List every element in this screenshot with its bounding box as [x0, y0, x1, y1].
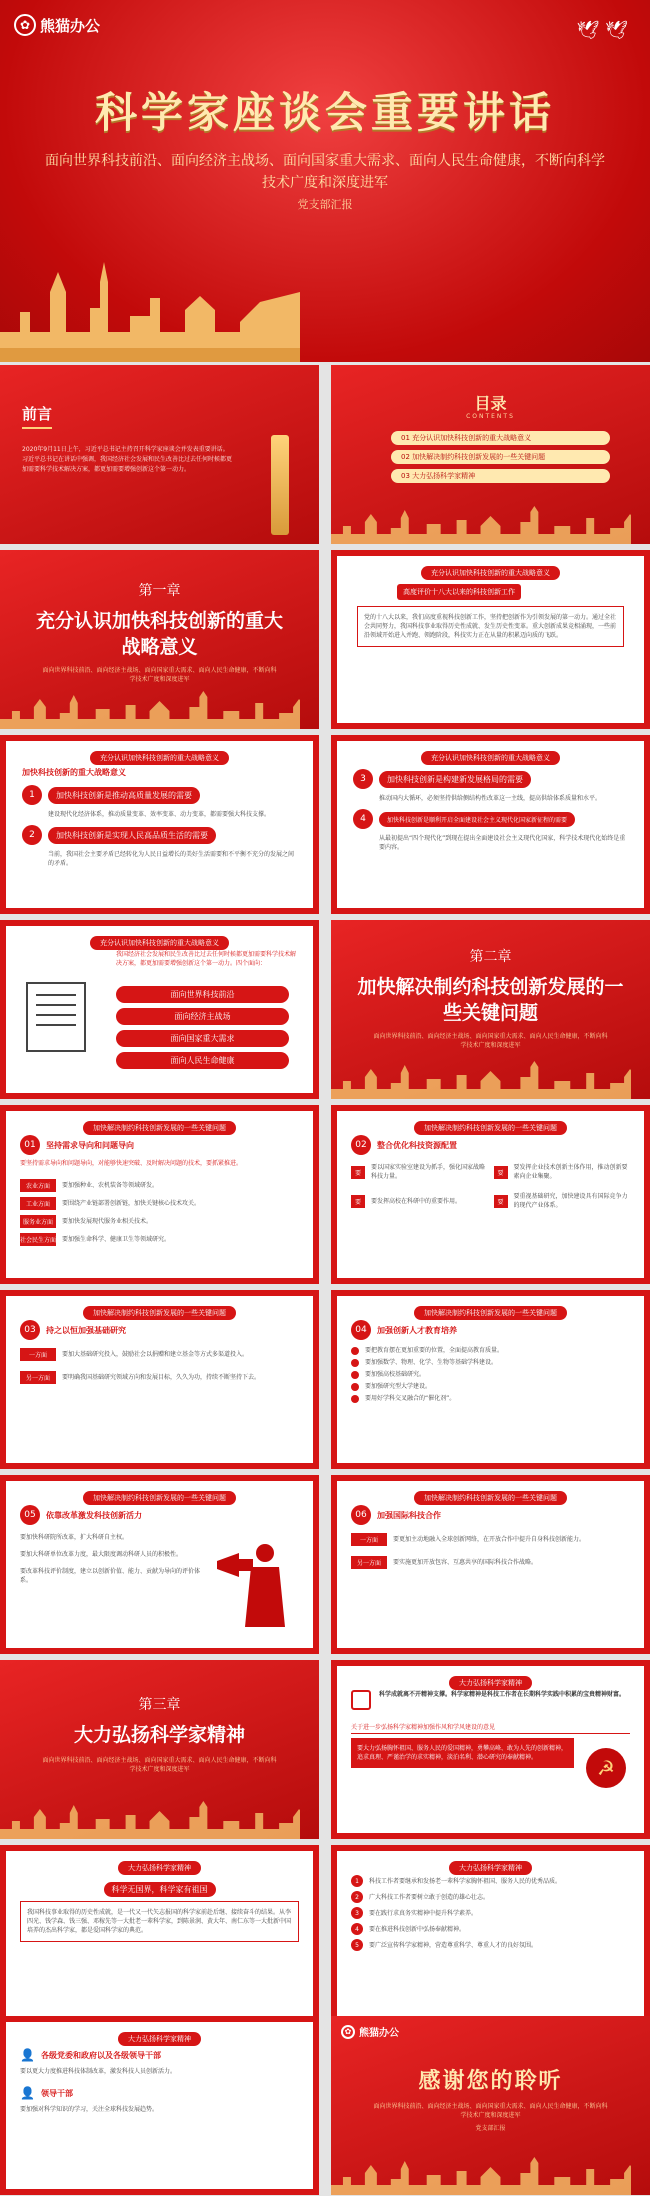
category-tag: 另一方面	[20, 1371, 56, 1384]
body-text: 党的十八大以来，我们高度重视科技创新工作，坚持把创新作为引领发展的第一动力。通过全社会共同努力，我国科技事业取得历史性成就、发生历史性变革。重大创新成果竞相涌现，一些前沿领域开始进入并跑、领跑阶段，科技实力正在从量的积累迈向质的飞跃。	[357, 606, 624, 647]
grid-text: 要发挥企业技术创新主体作用，推动创新要素向企业集聚。	[513, 1164, 628, 1180]
section-header: 加快科技创新的重大战略意义	[22, 768, 126, 777]
category-text: 要明确我国基础研究领域方向和发展目标，久久为功，持续不断坚持下去。	[62, 1374, 261, 1381]
contents-item[interactable]: 01 充分认识加快科技创新的重大战略意义	[391, 431, 610, 445]
category-tag: 服务业方面	[20, 1215, 56, 1228]
slide-strategic-significance	[0, 735, 319, 914]
number-badge: 1	[22, 785, 42, 805]
section-pill: 加快解决制约科技创新发展的一些关键问题	[83, 1121, 236, 1135]
preface-slide	[0, 365, 319, 544]
logo-text: 熊猫办公	[40, 16, 101, 35]
section-pill: 充分认识加快科技创新的重大战略意义	[421, 751, 560, 765]
category-tag: 工业方面	[20, 1197, 56, 1210]
slide-new-pattern	[331, 735, 650, 914]
bullet-icon: 要	[494, 1195, 508, 1208]
number-badge: 3	[353, 769, 373, 789]
slide-leaders	[0, 2016, 319, 2195]
section-pill: 充分认识加快科技创新的重大战略意义	[90, 936, 229, 950]
cover-slide	[0, 0, 650, 362]
city-skyline	[0, 252, 300, 362]
section-header: 整合优化科技资源配置	[377, 1140, 457, 1150]
bullet-icon: 要	[351, 1166, 365, 1179]
point-text: 当前，我国社会主要矛盾已经转化为人民日益增长的美好生活需要和不平衡不充分的发展之间的矛盾。	[48, 851, 295, 867]
section-pill: 加快解决制约科技创新发展的一些关键问题	[414, 1306, 567, 1320]
city-skyline	[331, 504, 631, 544]
thanks-org: 党支部汇报	[475, 2125, 506, 2132]
contents-title: 目录	[474, 394, 507, 413]
chapter-number: 第一章	[138, 583, 181, 599]
bullet-icon	[351, 1395, 359, 1403]
slide-resource-allocation	[331, 1105, 650, 1284]
category-tag: 一方面	[351, 1533, 387, 1546]
section-pill: 加快解决制约科技创新发展的一些关键问题	[83, 1306, 236, 1320]
number-badge: 4	[353, 809, 373, 829]
category-tag: 农业方面	[20, 1179, 56, 1192]
party-emblem-icon: ☭	[586, 1748, 626, 1788]
chapter2-slide	[331, 920, 650, 1099]
bullet-icon	[351, 1347, 359, 1355]
bullet-icon	[351, 1359, 359, 1367]
pillar-icon	[271, 435, 289, 535]
point-title: 加快科技创新是顺利开启全面建设社会主义现代化国家新征程的需要	[379, 812, 575, 827]
point-text: 推动国内大循环，必须坚持供给侧结构性改革这一主线，提高供给体系质量和水平。	[379, 795, 602, 802]
category-text: 要实施更加开放包容、互惠共享的国际科技合作战略。	[393, 1559, 538, 1566]
slide-scientist-spirit	[331, 1660, 650, 1839]
number-badge: 4	[351, 1923, 363, 1935]
chapter-subtitle: 面向世界科技前沿、面向经济主战场、面向国家重大需求、面向人民生命健康，不断向科学技术广度和深度进军	[373, 1033, 608, 1049]
number-badge: 3	[351, 1907, 363, 1919]
number-badge: 2	[22, 825, 42, 845]
section-label: 高度评价十八大以来的科技创新工作	[397, 584, 521, 600]
category-tag: 另一方面	[351, 1556, 387, 1569]
point-title: 加快科技创新是构建新发展格局的需要	[379, 771, 531, 788]
list-item: 要加强研究型大学建设。	[365, 1383, 432, 1390]
facing-item: 面向世界科技前沿	[116, 986, 289, 1003]
chapter-subtitle: 面向世界科技前沿、面向经济主战场、面向国家重大需求、面向人民生命健康，不断向科学技术广度和深度进军	[42, 1757, 277, 1773]
section-pill: 大力弘扬科学家精神	[449, 1861, 532, 1875]
body-text: 要大力弘扬胸怀祖国、服务人民的爱国精神，勇攀高峰、敢为人先的创新精神，追求真理、严谨治学的求实精神，淡泊名利、潜心研究的奉献精神。	[351, 1738, 574, 1768]
logo	[341, 2024, 399, 2039]
list-item: 要用好学科交叉融合的“催化剂”。	[365, 1395, 456, 1402]
number-badge: 04	[351, 1320, 371, 1340]
number-badge: 06	[351, 1505, 371, 1525]
cover-subtitle: 面向世界科技前沿、面向经济主战场、面向国家重大需求、面向人民生命健康，不断向科学技术广度和深度进军	[45, 153, 605, 191]
section-pill: 大力弘扬科学家精神	[118, 2032, 201, 2046]
city-skyline	[0, 1799, 300, 1839]
facing-item: 面向人民生命健康	[116, 1052, 289, 1069]
contents-eng: CONTENTS	[466, 413, 515, 420]
category-text: 要加快发展现代服务业相关技术。	[62, 1218, 153, 1225]
section-pill: 大力弘扬科学家精神	[449, 1676, 532, 1690]
dove-icon: 🕊 🕊	[576, 20, 628, 41]
number-badge: 02	[351, 1135, 371, 1155]
intro-text: 我国经济社会发展和民生改善比过去任何时候都更加需要科学技术解决方案，都更加需要增强创新这个第一动力。四个面向：	[116, 951, 297, 967]
slide-basic-research	[0, 1290, 319, 1469]
section-header: 领导干部	[40, 2088, 73, 2098]
cover-title: 科学家座谈会重要讲话	[94, 88, 555, 137]
list-item: 广大科技工作者要树立敢于创造的雄心壮志。	[369, 1893, 490, 1901]
chapter-subtitle: 面向世界科技前沿、面向经济主战场、面向国家重大需求、面向人民生命健康，不断向科学技术广度和深度进军	[42, 667, 277, 683]
grid-text: 要发挥高校在科研中的重要作用。	[371, 1197, 462, 1205]
number-badge: 03	[20, 1320, 40, 1340]
section-header: 持之以恒加强基础研究	[46, 1325, 126, 1335]
category-text: 要加大基础研究投入，鼓励社会以捐赠和建立基金等方式多渠道投入。	[62, 1351, 249, 1358]
list-item: 要加快科研院所改革，扩大科研自主权。	[20, 1534, 129, 1541]
list-item: 要把教育摆在更加重要的位置，全面提高教育质量。	[365, 1347, 504, 1354]
intro-text: 要坚持需求导向和问题导向，对能够快速突破、及时解决问题的技术，要抓紧推进。	[20, 1160, 243, 1167]
section-pill: 加快解决制约科技创新发展的一些关键问题	[414, 1491, 567, 1505]
grid-text: 要以国家实验室建设为抓手，强化国家战略科技力量。	[371, 1164, 486, 1180]
point-title: 加快科技创新是实现人民高品质生活的需要	[48, 827, 216, 844]
facing-item: 面向经济主战场	[116, 1008, 289, 1025]
body-text: 要以更大力度推进科技体制改革，激发科技人员创新活力。	[20, 2068, 177, 2075]
slide-tech-achievements	[331, 550, 650, 729]
category-text: 要加强种业、农机装备等领域研发。	[62, 1182, 159, 1189]
cover-org: 党支部汇报	[297, 198, 353, 211]
category-tag: 社会民生方面	[20, 1233, 56, 1246]
bullet-icon: 要	[494, 1166, 508, 1179]
chapter-title: 充分认识加快科技创新的重大战略意义	[35, 610, 283, 658]
number-badge: 05	[20, 1505, 40, 1525]
logo	[14, 14, 100, 36]
section-header: 加强国际科技合作	[377, 1510, 441, 1520]
body-text: 我国科技事业取得的历史性成就，是一代又一代矢志报国的科学家前赴后继、接续奋斗的结果。从李四光、钱学森、钱三强、邓稼先等一大批老一辈科学家，到陈景润、黄大年、南仁东等一大批新中国培养的杰出科学家，都是爱国科学家的典范。	[20, 1901, 299, 1942]
city-skyline	[331, 1059, 631, 1099]
contents-item[interactable]: 03 大力弘扬科学家精神	[391, 469, 610, 483]
section-pill: 加快解决制约科技创新发展的一些关键问题	[83, 1491, 236, 1505]
list-item: 要在践行求真务实精神中提升科学素养。	[369, 1909, 478, 1917]
city-skyline	[331, 2155, 631, 2195]
category-text: 要围绕产业链部署创新链，加快关键核心技术攻关。	[62, 1200, 201, 1207]
logo-text: 熊猫办公	[359, 2028, 399, 2039]
number-badge: 01	[20, 1135, 40, 1155]
contents-slide	[331, 365, 650, 544]
category-tag: 一方面	[20, 1348, 56, 1361]
contents-item[interactable]: 02 加快解决制约科技创新发展的一些关键问题	[391, 450, 610, 464]
bullet-icon: 要	[351, 1195, 365, 1208]
intro-text: 科学成就离不开精神支撑。科学家精神是科技工作者在长期科学实践中积累的宝贵精神财富。	[379, 1691, 626, 1698]
bullet-icon	[351, 1383, 359, 1391]
body-text: 要加强对科学知识的学习，关注全球科技发展趋势。	[20, 2106, 159, 2113]
list-item: 要改革科技评价制度，建立以创新价值、能力、贡献为导向的评价体系。	[20, 1568, 201, 1584]
section-header: 科学无国界，科学家有祖国	[104, 1882, 216, 1897]
chapter-number: 第二章	[469, 949, 512, 965]
slide-patriotism	[0, 1845, 319, 2024]
preface-text: 2020年9月11日上午，习近平总书记主持召开科学家座谈会并发表重要讲话。习近平总书记在讲话中强调，我国经济社会发展和民生改善比过去任何时候都更加需要科学技术解决方案，都更加需要增强创新这个第一动力。	[22, 446, 233, 473]
section-header: 坚持需求导向和问题导向	[46, 1140, 134, 1150]
facing-item: 面向国家重大需求	[116, 1030, 289, 1047]
list-item: 要在推进科技创新中弘扬奉献精神。	[369, 1925, 466, 1933]
document-icon	[26, 982, 86, 1052]
chapter3-slide	[0, 1660, 319, 1839]
list-item: 科技工作者要继承和发扬老一辈科学家胸怀祖国、服务人民的优秀品质。	[369, 1877, 562, 1885]
section-pill: 加快解决制约科技创新发展的一些关键问题	[414, 1121, 567, 1135]
slide-four-facing	[0, 920, 319, 1099]
city-skyline	[0, 689, 300, 729]
number-badge: 5	[351, 1939, 363, 1951]
list-item: 要加强高校基础研究。	[365, 1371, 426, 1378]
point-title: 加快科技创新是推动高质量发展的需要	[48, 787, 200, 804]
panda-icon: ✿	[14, 14, 36, 36]
list-item: 要加强数学、物理、化学、生物等基础学科建设。	[365, 1359, 498, 1366]
preface-title: 前言	[22, 405, 53, 423]
section-header: 各级党委和政府以及各级领导干部	[40, 2050, 161, 2060]
section-pill: 充分认识加快科技创新的重大战略意义	[421, 566, 560, 580]
section-pill: 大力弘扬科学家精神	[118, 1861, 201, 1875]
number-badge: 1	[351, 1875, 363, 1887]
thanks-title: 感谢您的聆听	[418, 2069, 563, 2094]
person-icon: 👤	[20, 2086, 35, 2100]
chapter-title: 加快解决制约科技创新发展的一些关键问题	[357, 976, 624, 1024]
section-label: 关于进一步弘扬科学家精神加强作风和学风建设的意见	[351, 1722, 630, 1734]
slide-demand-oriented	[0, 1105, 319, 1284]
thanks-slide	[331, 2016, 650, 2195]
number-badge: 2	[351, 1891, 363, 1903]
chapter-title: 大力弘扬科学家精神	[73, 1724, 245, 1746]
section-header: 加强创新人才教育培养	[377, 1325, 457, 1335]
list-item: 要加大科研单位改革力度，最大限度调动科研人员的积极性。	[20, 1551, 183, 1558]
section-header: 依靠改革激发科技创新活力	[46, 1510, 142, 1520]
person-icon: 👤	[20, 2048, 35, 2062]
slide-intl-cooperation	[331, 1475, 650, 1654]
point-text: 建设现代化经济体系，推动质量变革、效率变革、动力变革，都需要强大科技支撑。	[48, 811, 271, 818]
section-pill: 充分认识加快科技创新的重大战略意义	[90, 751, 229, 765]
list-item: 要广泛宣传科学家精神，营造尊重科学、尊重人才的良好氛围。	[369, 1941, 538, 1949]
category-text: 要更加主动地融入全球创新网络，在开放合作中提升自身科技创新能力。	[393, 1536, 586, 1543]
slide-scientist-qualities	[331, 1845, 650, 2024]
megaphone-person-icon	[215, 1537, 295, 1627]
panda-icon: ✿	[341, 2025, 355, 2039]
point-text: 从最初提出“四个现代化”到现在提出全面建设社会主义现代化国家，科学技术现代化始终是重要内容。	[379, 835, 626, 851]
chapter1-slide	[0, 550, 319, 729]
bullet-icon	[351, 1371, 359, 1379]
category-text: 要加强生命科学、健康卫生等领域研究。	[62, 1236, 171, 1243]
grid-text: 要重视基础研究，加快建设具有国际竞争力的现代产业体系。	[513, 1193, 628, 1209]
slide-reform	[0, 1475, 319, 1654]
chapter-number: 第三章	[138, 1697, 181, 1713]
slide-talent	[331, 1290, 650, 1469]
certificate-icon	[351, 1690, 371, 1710]
title-underline	[22, 427, 52, 429]
thanks-subtitle: 面向世界科技前沿、面向经济主战场、面向国家重大需求、面向人民生命健康，不断向科学技术广度和深度进军	[373, 2103, 608, 2119]
